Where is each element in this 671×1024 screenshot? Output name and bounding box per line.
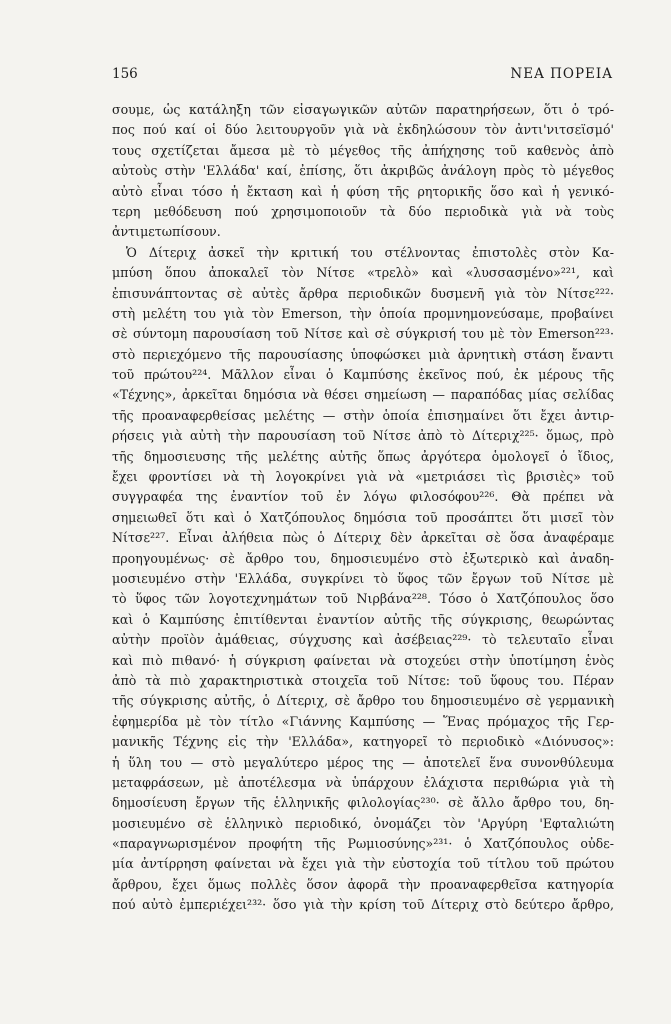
text-line: μανικῆς Τέχνης εἰς τὴν 'Ελλάδα», κατηγορεῖ τὸ περιοδικὸ «Διόνυσος»: xyxy=(112,734,614,750)
text-line: τὸ ὕφος τῶν λογοτεχνημάτων τοῦ Νιρβάνα²²⁸. Τόσο ὁ Χατζόπουλος ὅσο xyxy=(112,591,614,607)
text-line: αὐτοὺς στὴν 'Ελλάδα' καί, ἐπίσης, ὅτι ἀκριβῶς ἀνάλογη πρὸς τὸ μέγεθος xyxy=(112,163,614,179)
text-line: σημειωθεῖ ὅτι καὶ ὁ Χατζόπουλος δημόσια τοῦ προσάπτει ὅτι μισεῖ τὸν xyxy=(112,509,614,525)
text-line: Ὁ Δίτεριχ ἀσκεῖ τὴν κριτική του στέλνοντας ἐπιστολὲς στὸν Κα- xyxy=(126,244,614,260)
text-line: δημοσίευση ἔργων τῆς ἑλληνικῆς φιλολογίας²³⁰· σὲ ἄλλο ἄρθρο του, δη- xyxy=(112,795,614,811)
text-line: τῆς σύγκρισης αὐτῆς, ὁ Δίτεριχ, σὲ ἄρθρο του δημοσιευμένο σὲ γερμανικὴ xyxy=(112,693,614,709)
text-line: ρήσεις γιὰ αὐτὴ τὴν παρουσίαση τοῦ Νίτσε ἀπὸ τὸ Δίτεριχ²²⁵· ὅμως, πρὸ xyxy=(112,428,614,444)
text-line: ἀπὸ τὰ πιὸ χαρακτηριστικὰ στοιχεῖα τοῦ Νίτσε: τοῦ ὕφους του. Πέραν xyxy=(112,672,614,688)
text-line: πος πού καί οἱ δύο λειτουργοῦν γιὰ νὰ ἐκδηλώσουν τὸν ἀντι'νιτσεϊσμό' xyxy=(112,122,614,138)
text-line: ἡ ὕλη του — στὸ μεγαλύτερο μέρος της — ἀποτελεῖ ἕνα συνονθύλευμα xyxy=(112,754,614,770)
text-line: μεταφράσεων, μὲ ἀποτέλεσμα νὰ ὑπάρχουν ἐλάχιστα περιθώρια γιὰ τὴ xyxy=(112,774,614,790)
text-line: καὶ πιὸ πιθανό· ἡ σύγκριση φαίνεται νὰ στοχεύει στὴν ὑποτίμηση ἑνὸς xyxy=(112,652,614,668)
text-line: «Τέχνης», ἀρκεῖται δημόσια νὰ θέσει σημείωση — παραπόδας μίας σελίδας xyxy=(112,387,614,403)
text-line: αὐτὴν προϊὸν ἀμάθειας, σύγχυσης καὶ ἀσέβειας²²⁹· τὸ τελευταῖο εἶναι xyxy=(112,632,614,648)
text-line: ἐπισυνάπτοντας σὲ αὐτὲς ἄρθρα περιοδικῶν δυσμενῆ γιὰ τὸν Νίτσε²²²· xyxy=(112,285,614,301)
text-line: σὲ σύντομη παρουσίαση τοῦ Νίτσε καὶ σὲ σύγκρισή του μὲ τὸν Emerson²²³· xyxy=(112,326,614,342)
text-line: ἀντιμετωπίσουν. xyxy=(112,224,221,240)
text-line: καὶ ὁ Καμπύσης ἐπιτίθενται ἐναντίον αὐτῆς τῆς σύγκρισης, θεωρώντας xyxy=(112,611,614,627)
text-line: σουμε, ὡς κατάληξη τῶν εἰσαγωγικῶν αὐτῶν παρατηρήσεων, ὅτι ὁ τρό- xyxy=(112,102,614,117)
text-line: ἔχει φροντίσει νὰ τὴ λογοκρίνει γιὰ νὰ «μετριάσει τὶς βρισιὲς» τοῦ xyxy=(112,469,614,485)
text-line: στὸ περιεχόμενο τῆς παρουσίασης ὑποφώσκει μιὰ ἀρνητικὴ στάση ἔναντι xyxy=(112,346,614,362)
text-line: μία ἀντίρρηση φαίνεται νὰ ἔχει γιὰ τὴν εὐστοχία τοῦ τίτλου τοῦ πρώτου xyxy=(112,856,614,872)
body-text xyxy=(112,100,614,916)
page-header xyxy=(112,66,613,82)
text-line: μπύση ὅπου ἀποκαλεῖ τὸν Νίτσε «τρελὸ» καὶ «λυσσασμένο»²²¹, καὶ xyxy=(112,265,614,281)
text-line: αὐτὸ εἶναι τόσο ἡ ἔκταση καὶ ἡ φύση τῆς ρητορικῆς ὅσο καὶ ἡ γενικό- xyxy=(112,183,614,199)
text-line: συγγραφέα της ἐναντίον τοῦ ἐν λόγω φιλοσόφου²²⁶. Θὰ πρέπει νὰ xyxy=(112,489,614,505)
text-line: προηγουμένως· σὲ ἄρθρο του, δημοσιευμένο στὸ ἐξωτερικὸ καὶ ἀναδη- xyxy=(112,550,614,566)
text-line: τοῦ πρώτου²²⁴. Μᾶλλον εἶναι ὁ Καμπύσης ἐκεῖνος πού, ἐκ μέρους τῆς xyxy=(112,367,614,383)
text-line: μοσιευμένο στὴν 'Ελλάδα, συγκρίνει τὸ ὕφος τῶν ἔργων τοῦ Νίτσε μὲ xyxy=(112,570,614,586)
text-line: τῆς δημοσιευσης τῆς μελέτης αὐτῆς ὅπως ἀργότερα ὁμολογεῖ ὁ ἴδιος, xyxy=(112,448,614,464)
text-line: τερη μεθόδευση πού χρησιμοποιοῦν τὰ δύο περιοδικὰ γιὰ νὰ τοὺς xyxy=(112,203,614,219)
text-line: τῆς προαναφερθείσας μελέτης — στὴν ὁποία ἐπισημαίνει ὅτι ἔχει ἀντιρ- xyxy=(112,407,614,423)
text-line: ἄρθρου, ἔχει ὅμως πολλὲς ὅσον ἀφορᾶ τὴν προαναφερθεῖσα κατηγορία xyxy=(112,876,614,892)
text-line: τους σχετίζεται ἄμεσα μὲ τὸ μέγεθος τῆς ἀπήχησης τοῦ καθενὸς ἀπὸ xyxy=(112,142,614,158)
text-line: «παραγνωρισμένον προφήτη τῆς Ρωμιοσύνης»²³¹· ὁ Χατζόπουλος οὐδε- xyxy=(112,836,614,852)
text-line: πού αὐτὸ ἐμπεριέχει²³²· ὅσο γιὰ τὴν κρίση τοῦ Δίτεριχ στὸ δεύτερο ἄρθρο, xyxy=(112,897,614,913)
text-line: Νίτσε²²⁷. Εἶναι ἀλήθεια πὼς ὁ Δίτεριχ δὲν ἀρκεῖται σὲ ὅσα ἀναφέραμε xyxy=(112,530,614,546)
text-line: στὴ μελέτη του γιὰ τὸν Emerson, τὴν ὁποία προμνημονεύσαμε, προβαίνει xyxy=(112,305,614,321)
page-number: 156 xyxy=(112,66,138,82)
text-line: ἐφημερίδα μὲ τὸν τίτλο «Γιάννης Καμπύσης — Ἕνας πρόμαχος τῆς Γερ- xyxy=(112,713,614,729)
running-title: ΝΕΑ ΠΟΡΕΙΑ xyxy=(510,66,613,82)
text-line: μοσιευμένο σὲ ἑλληνικὸ περιοδικό, ὀνομάζει τὸν 'Αργύρη 'Εφταλιώτη xyxy=(112,815,614,831)
